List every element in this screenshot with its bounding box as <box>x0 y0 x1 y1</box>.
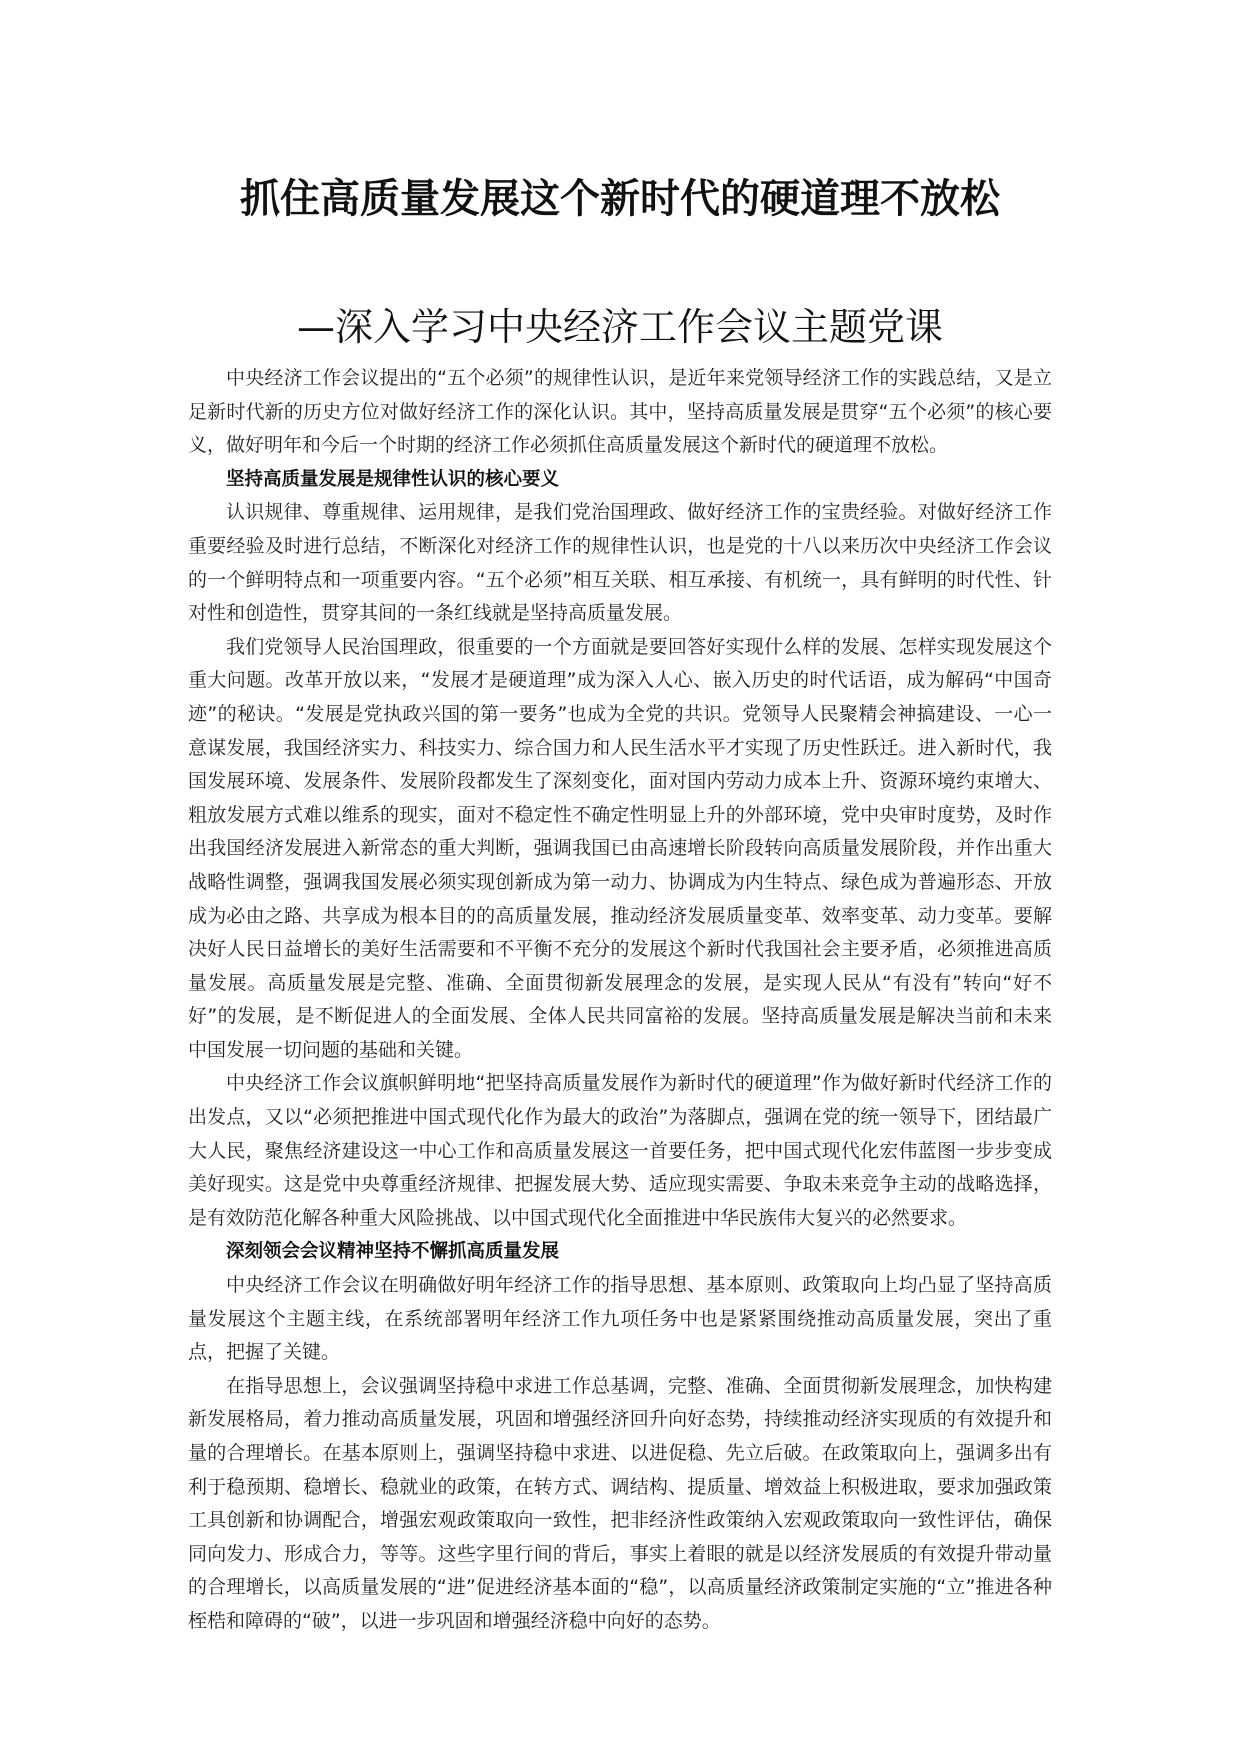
section-heading: 坚持高质量发展是规律性认识的核心要义 <box>226 468 560 490</box>
body-paragraph: 中央经济工作会议提出的“五个必须”的规律性认识，是近年来党领导经济工作的实践总结，又是立足新时代新的历史方位对做好经济工作的深化认识。其中，坚持高质量发展是贯穿“五个必须”的核心要义，做好明年和今后一个时期的经济工作必须抓住高质量发展这个新时代的硬道理不放松。 <box>188 367 1052 457</box>
document-page <box>188 160 1052 1639</box>
body-paragraph: 认识规律、尊重规律、运用规律，是我们党治国理政、做好经济工作的宝贵经验。对做好经济工作重要经验及时进行总结，不断深化对经济工作的规律性认识，也是党的十八以来历次中央经济工作会议的一个鲜明特点和一项重要内容。“五个必须”相互关联、相互承接、有机统一，具有鲜明的时代性、针对性和创造性，贯穿其间的一条红线就是坚持高质量发展。 <box>188 501 1052 625</box>
body-paragraph: 在指导思想上，会议强调坚持稳中求进工作总基调，完整、准确、全面贯彻新发展理念，加快构建新发展格局，着力推动高质量发展，巩固和增强经济回升向好态势，持续推动经济实现质的有效提升和量的合理增长。在基本原则上，强调坚持稳中求进、以进促稳、先立后破。在政策取向上，强调多出有利于稳预期、稳增长、稳就业的政策，在转方式、调结构、提质量、增效益上积极进取，要求加强政策工具创新和协调配合，增强宏观政策取向一致性，把非经济性政策纳入宏观政策取向一致性评估，确保同向发力、形成合力，等等。这些字里行间的背后，事实上着眼的就是以经济发展质的有效提升带动量的合理增长，以高质量发展的“进”促进经济基本面的“稳”，以高质量经济政策制定实施的“立”推进各种桎梏和障碍的“破”，以进一步巩固和增强经济稳中向好的态势。 <box>188 1374 1052 1632</box>
document-body <box>188 362 1052 1639</box>
body-paragraph: 中央经济工作会议在明确做好明年经济工作的指导思想、基本原则、政策取向上均凸显了坚持高质量发展这个主题主线，在系统部署明年经济工作九项任务中也是紧紧围绕推动高质量发展，突出了重点，把握了关键。 <box>188 1274 1052 1364</box>
document-title: 抓住高质量发展这个新时代的硬道理不放松 <box>240 176 1000 222</box>
body-paragraph: 我们党领导人民治国理政，很重要的一个方面就是要回答好实现什么样的发展、怎样实现发展这个重大问题。改革开放以来，“发展才是硬道理”成为深入人心、嵌入历史的时代话语，成为解码“中国奇迹”的秘诀。“发展是党执政兴国的第一要务”也成为全党的共识。党领导人民聚精会神搞建设、一心一意谋发展，我国经济实力、科技实力、综合国力和人民生活水平才实现了历史性跃迁。进入新时代，我国发展环境、发展条件、发展阶段都发生了深刻变化，面对国内劳动力成本上升、资源环境约束增大、粗放发展方式难以维系的现实，面对不稳定性不确定性明显上升的外部环境，党中央审时度势，及时作出我国经济发展进入新常态的重大判断，强调我国已由高速增长阶段转向高质量发展阶段，并作出重大战略性调整，强调我国发展必须实现创新成为第一动力、协调成为内生特点、绿色成为普遍形态、开放成为必由之路、共享成为根本目的的高质量发展，推动经济发展质量变革、效率变革、动力变革。要解决好人民日益增长的美好生活需要和不平衡不充分的发展这个新时代我国社会主要矛盾，必须推进高质量发展。高质量发展是完整、准确、全面贯彻新发展理念的发展，是实现人民从“有没有”转向“好不好”的发展，是不断促进人的全面发展、全体人民共同富裕的发展。坚持高质量发展是解决当前和未来中国发展一切问题的基础和关键。 <box>188 635 1052 1061</box>
section-heading: 深刻领会会议精神坚持不懈抓高质量发展 <box>226 1241 560 1263</box>
body-paragraph: 中央经济工作会议旗帜鲜明地“把坚持高质量发展作为新时代的硬道理”作为做好新时代经济工作的出发点，又以“必须把推进中国式现代化作为最大的政治”为落脚点，强调在党的统一领导下，团结最广大人民，聚焦经济建设这一中心工作和高质量发展这一首要任务，把中国式现代化宏伟蓝图一步步变成美好现实。这是党中央尊重经济规律、把握发展大势、适应现实需要、争取未来竞争主动的战略选择，是有效防范化解各种重大风险挑战、以中国式现代化全面推进中华民族伟大复兴的必然要求。 <box>188 1072 1052 1229</box>
document-subtitle: —深入学习中央经济工作会议主题党课 <box>296 305 943 349</box>
